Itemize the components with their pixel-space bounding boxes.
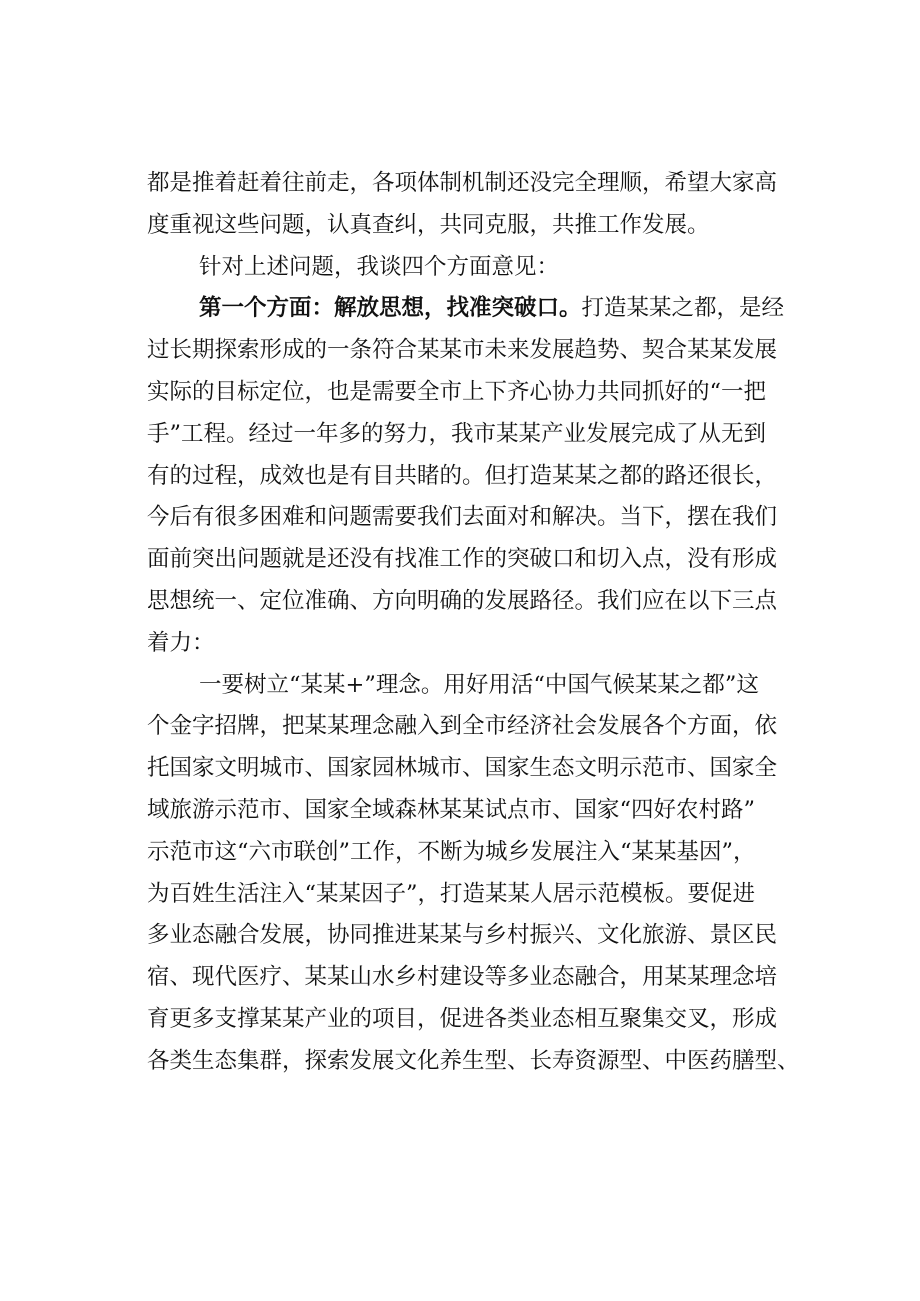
text-line: 托国家文明城市、国家园林城市、国家生态文明示范市、国家全 xyxy=(147,755,778,782)
paragraph-start: 一要树立“某某+”理念。用好用活“中国气候某某之都”这 xyxy=(199,671,759,698)
text-line: 域旅游示范市、国家全域森林某某试点市、国家“四好农村路” xyxy=(147,796,756,823)
text-line: 都是推着赶着往前走，各项体制机制还没完全理顺，希望大家高 xyxy=(147,170,778,196)
text-line: 多业态融合发展，协同推进某某与乡村振兴、文化旅游、景区民 xyxy=(147,922,778,949)
text-span: 打造某某之都，是经 xyxy=(581,295,785,322)
paragraph-start: 针对上述问题，我谈四个方面意见： xyxy=(199,253,560,280)
text-line: 手”工程。经过一年多的努力，我市某某产业发展完成了从无到 xyxy=(147,420,767,447)
text-line: 有的过程，成效也是有目共睹的。但打造某某之都的路还很长， xyxy=(147,462,778,489)
section-heading: 第一个方面：解放思想，找准突破口。 xyxy=(199,295,582,322)
text-line: 育更多支撑某某产业的项目，促进各类业态相互聚集交叉，形成 xyxy=(147,1005,778,1032)
text-line: 为百姓生活注入“某某因子”，打造某某人居示范模板。要促进 xyxy=(147,880,756,907)
text-line: 各类生态集群，探索发展文化养生型、长寿资源型、中医药膳型、 xyxy=(147,1047,800,1074)
text-line: 宿、现代医疗、某某山水乡村建设等多业态融合，用某某理念培 xyxy=(147,964,778,991)
text-line: 过长期探索形成的一条符合某某市未来发展趋势、契合某某发展 xyxy=(147,337,778,364)
text-line: 实际的目标定位，也是需要全市上下齐心协力共同抓好的“一把 xyxy=(147,378,767,405)
text-line: 个金字招牌，把某某理念融入到全市经济社会发展各个方面，依 xyxy=(147,713,778,740)
text-line: 今后有很多困难和问题需要我们去面对和解决。当下，摆在我们 xyxy=(147,504,778,531)
body-text xyxy=(147,163,812,1083)
text-line: 度重视这些问题，认真查纠，共同克服，共推工作发展。 xyxy=(147,211,710,238)
section-heading-line xyxy=(147,288,812,330)
text-line: 面前突出问题就是还没有找准工作的突破口和切入点，没有形成 xyxy=(147,546,778,573)
text-line: 着力： xyxy=(147,629,215,656)
text-line: 思想统一、定位准确、方向明确的发展路径。我们应在以下三点 xyxy=(147,587,778,614)
text-line: 示范市这“六市联创”工作，不断为城乡发展注入“某某基因”， xyxy=(147,838,756,865)
